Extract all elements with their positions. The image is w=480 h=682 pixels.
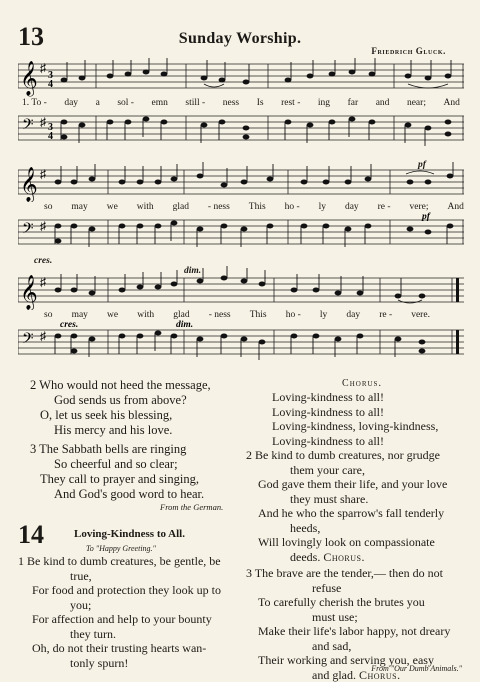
svg-text:𝄞: 𝄞 [20,275,38,310]
verse-line: them your care, [290,462,365,477]
lyric-syllable: vere; [409,202,429,212]
lyric-syllable: 1. To - [22,98,47,108]
composer: Friedrich Gluck. [371,46,446,56]
verse-line: Their working and serving you, easy [258,653,434,667]
svg-text:pf: pf [422,212,430,222]
svg-text:♯: ♯ [40,219,46,233]
lyric-syllable: may [71,310,88,320]
svg-text:4: 4 [48,79,53,90]
verse-line: O, let us seek his blessing, [40,408,173,422]
svg-text:♯: ♯ [40,275,46,289]
lyric-syllable: we [106,202,118,212]
chorus-line: Loving-kindness to all! [272,433,384,448]
lyric-syllable: re - [379,310,393,320]
verse-line: deeds. [290,549,321,564]
chorus-reference: Chorus. [323,549,365,564]
verse-3 [30,442,250,502]
translation-credit: From the German. [160,502,224,512]
lyric-syllable: may [71,202,88,212]
bass-staff-2 [18,212,464,254]
dynamic-marking-dim: dim. [184,266,202,276]
lyrics-line-2 [18,202,464,212]
lyric-syllable: Is [256,98,264,108]
svg-text:♯: ♯ [40,61,46,75]
svg-text:𝄢: 𝄢 [22,116,34,137]
lyric-syllable: ness [222,98,240,108]
hymn-title-14: Loving-Kindness to All. [74,528,185,540]
verse-line: they must share. [290,491,369,506]
lyric-syllable: day [64,98,79,108]
chorus-reference: Chorus. [359,667,401,682]
hymn14-verse-2 [246,448,474,564]
verse-line: God gave them their life, and your love [258,477,448,491]
verse-line: they turn. [70,626,116,641]
lyric-syllable: ho - [284,202,300,212]
lyric-syllable: This [248,202,266,212]
verse-line: The brave are the tender,— then do not [254,566,443,580]
verse-line: tonly spurn! [70,655,129,670]
bass-staff-3 [18,320,464,362]
verse-line: must use; [312,609,358,624]
treble-staff-2 [18,162,464,202]
hymn14-verse-1 [18,554,248,670]
verse-number: 1 [18,554,24,568]
svg-text:𝄞: 𝄞 [20,61,38,96]
lyric-syllable: ly [318,202,326,212]
lyric-syllable: vere. [411,310,430,320]
verse-line: Oh, do not their trusting hearts wan- [32,641,207,655]
lyric-syllable: emn [151,98,168,108]
verse-number: 3 [246,566,252,580]
verse-line: Who would not heed the message, [39,378,211,392]
lyric-syllable: And [443,98,460,108]
lyric-syllable: a [95,98,100,108]
lyric-syllable: ly [319,310,328,320]
lyric-syllable: ho - [285,310,301,320]
lyric-syllable: day [346,310,361,320]
verse-line: you; [70,597,92,612]
lyric-syllable: day [344,202,359,212]
lyric-syllable: And [447,202,464,212]
verse-line: Make their life's labor happy, not dreary [258,624,451,638]
svg-text:♯: ♯ [40,115,46,129]
chorus-line: Loving-kindness to all! [272,404,384,419]
chorus-line: Loving-kindness, loving-kindness, [272,419,439,433]
lyric-syllable: we [107,310,119,320]
verse-line: And he who the sparrow's fall tenderly [258,506,445,520]
lyric-syllable: so [44,310,53,320]
score-system-2 [18,162,464,254]
lyric-syllable: ing [317,98,331,108]
svg-text:3: 3 [48,122,53,133]
bass-staff-1 [18,108,464,148]
lyric-syllable: far [347,98,359,108]
verse-line: And God's good word to hear. [54,487,205,501]
treble-staff-1 [18,58,464,98]
chorus-heading: Chorus. [342,378,382,389]
svg-text:𝄢: 𝄢 [22,330,34,351]
lyric-syllable: sol - [117,98,134,108]
lyric-syllable: near; [406,98,426,108]
svg-text:3: 3 [48,70,53,81]
lyric-syllable: re - [377,202,391,212]
lyric-syllable: so [44,202,53,212]
verse-line: For affection and help to your bounty [32,612,212,626]
svg-text:♯: ♯ [40,167,46,181]
verse-line: refuse [312,580,342,595]
verse-line: heeds, [290,520,321,535]
hymn-title-13: Sunday Worship. [178,30,302,47]
lyric-syllable: - ness [207,202,230,212]
lyric-syllable: with [137,310,155,320]
verse-number: 2 [30,378,37,392]
dynamic-marking-pf: pf [418,160,426,170]
lyric-syllable: glad [172,202,189,212]
verse-line: So cheerful and so clear; [54,457,178,471]
lyric-syllable: still - [185,98,206,108]
lyric-syllable: This [249,310,267,320]
lyric-syllable: rest - [281,98,301,108]
svg-text:4: 4 [48,131,53,142]
score-system-1 [18,58,464,148]
verse-number: 3 [30,442,37,456]
verse-line: and glad. [312,667,356,682]
verse-line: God sends us from above? [54,393,187,407]
verse-line: His mercy and his love. [54,423,173,437]
svg-text:𝄞: 𝄞 [20,167,38,202]
verse-line: Will lovingly look on compassionate [258,535,435,549]
lyric-syllable: glad [173,310,190,320]
lyric-syllable: and [375,98,390,108]
verse-line: and sad, [312,638,352,653]
chorus [272,390,472,448]
lyric-syllable: with [136,202,154,212]
verse-line: true, [70,568,92,583]
svg-text:♯: ♯ [40,329,46,343]
lyric-syllable: - ness [208,310,231,320]
chorus-line: Loving-kindness to all! [272,390,384,404]
svg-text:cres.: cres. [60,320,79,330]
tune-reference: To "Happy Greeting." [86,544,156,553]
svg-text:𝄢: 𝄢 [22,220,34,241]
source-credit: From "Our Dumb Animals." [371,664,462,673]
hymn-number-13: 13 [18,22,44,51]
verse-2 [30,378,250,438]
verse-line: The Sabbath bells are ringing [39,442,187,456]
dynamic-marking-cres: cres. [34,256,53,266]
verse-line: They call to prayer and singing, [40,472,199,486]
score-system-3 [18,256,464,362]
svg-text:dim.: dim. [176,320,194,330]
lyrics-line-3 [18,310,430,320]
verse-line: To carefully cherish the brutes you [258,595,425,609]
verse-line: Be kind to dumb creatures, be gentle, be [27,554,221,568]
treble-staff-3 [18,266,464,310]
verse-line: Be kind to dumb creatures, nor grudge [255,448,440,462]
verse-number: 2 [246,448,252,462]
hymn-number-14: 14 [18,520,44,549]
lyrics-line-1 [18,98,460,108]
verse-line: For food and protection they look up to [32,583,221,597]
